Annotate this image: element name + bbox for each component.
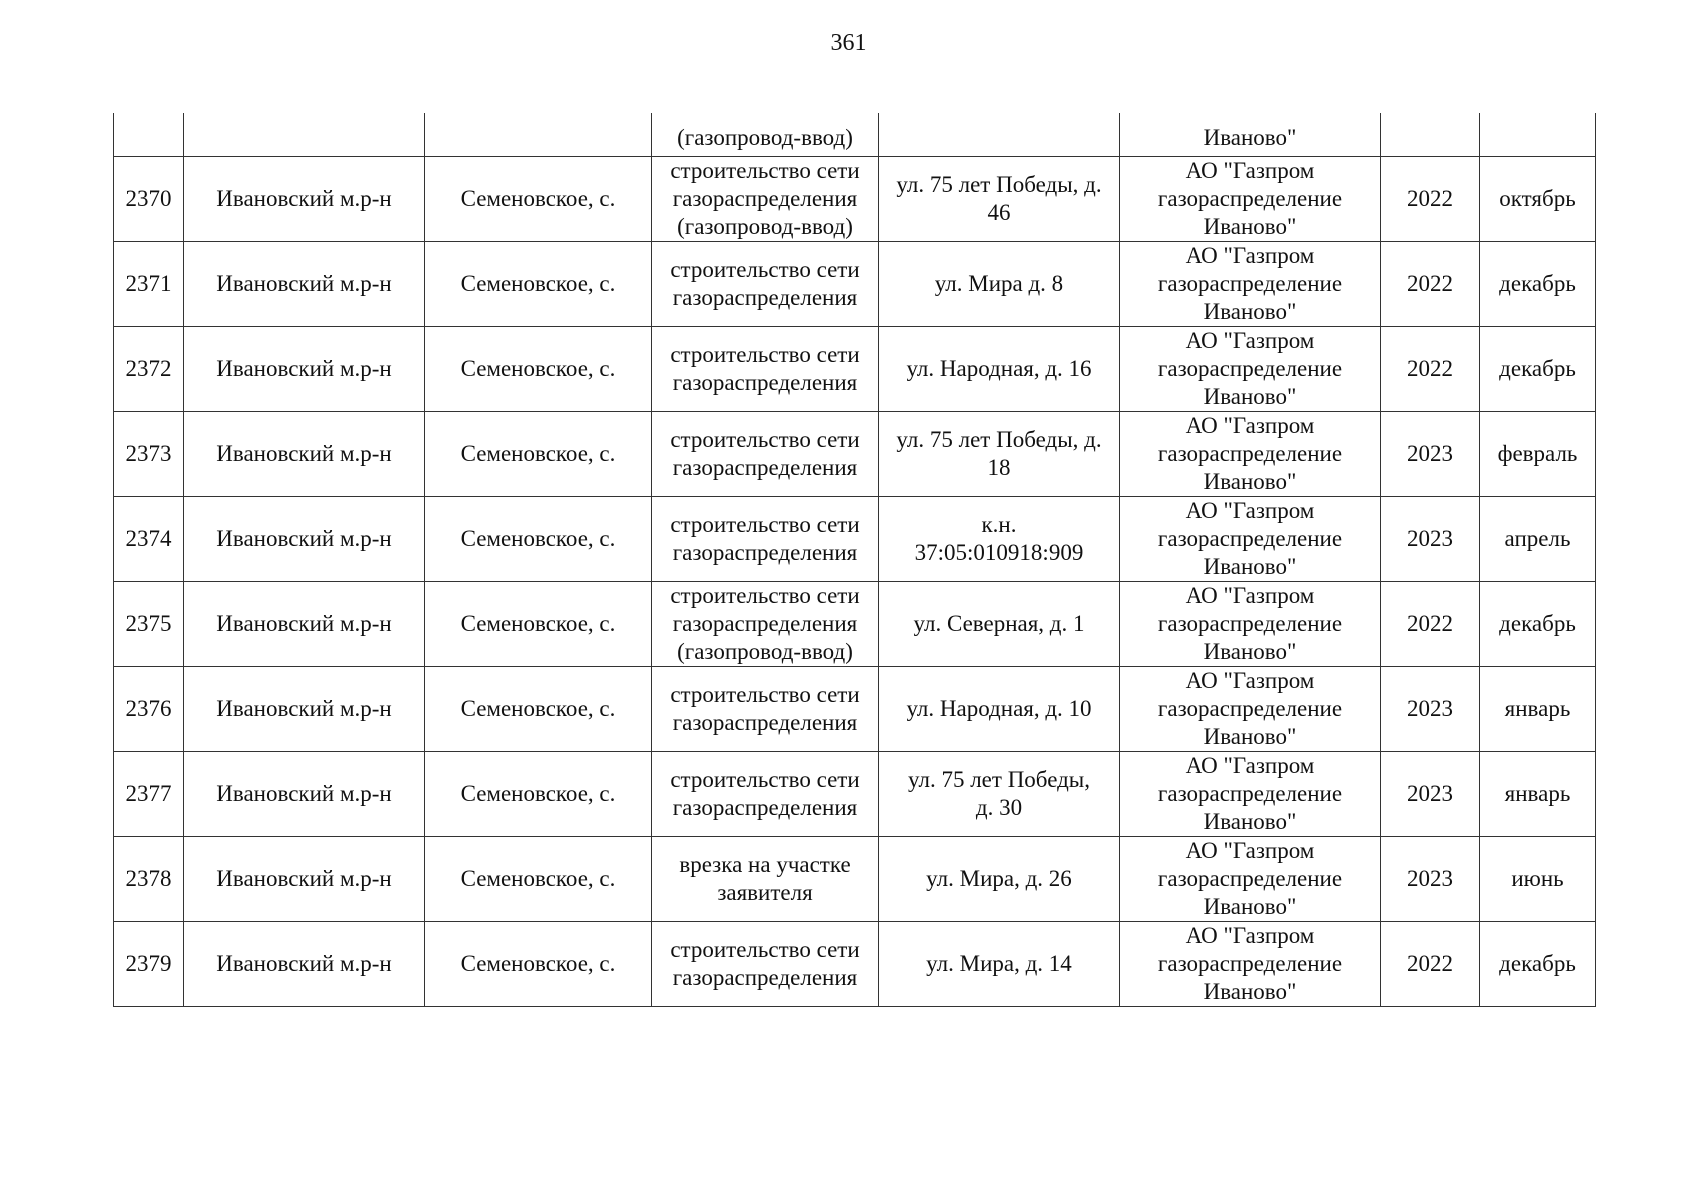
cell-month: январь	[1480, 752, 1596, 837]
cell-district: Ивановский м.р-н	[184, 497, 425, 582]
cell-number: 2376	[114, 667, 184, 752]
cell-district: Ивановский м.р-н	[184, 667, 425, 752]
cell-number: 2373	[114, 412, 184, 497]
cell-organization: АО "Газпром газораспределение Иваново"	[1120, 667, 1381, 752]
cell-address: к.н. 37:05:010918:909	[879, 497, 1120, 582]
cell-number	[114, 113, 184, 157]
cell-address: ул. Народная, д. 16	[879, 327, 1120, 412]
cell-month	[1480, 113, 1596, 157]
cell-address: ул. 75 лет Победы, д. 46	[879, 157, 1120, 242]
cell-number: 2374	[114, 497, 184, 582]
cell-year: 2022	[1381, 922, 1480, 1007]
cell-district: Ивановский м.р-н	[184, 582, 425, 667]
cell-year: 2022	[1381, 157, 1480, 242]
page-number: 361	[830, 30, 867, 56]
cell-organization: АО "Газпром газораспределение Иваново"	[1120, 157, 1381, 242]
cell-district: Ивановский м.р-н	[184, 752, 425, 837]
cell-address: ул. Мира, д. 14	[879, 922, 1120, 1007]
table-row	[114, 667, 1596, 752]
cell-settlement: Семеновское, с.	[425, 752, 652, 837]
cell-address: ул. Народная, д. 10	[879, 667, 1120, 752]
table-row	[114, 837, 1596, 922]
cell-address: ул. Северная, д. 1	[879, 582, 1120, 667]
cell-organization: АО "Газпром газораспределение Иваново"	[1120, 837, 1381, 922]
cell-year: 2023	[1381, 497, 1480, 582]
cell-year: 2022	[1381, 582, 1480, 667]
cell-month: февраль	[1480, 412, 1596, 497]
table-row	[114, 157, 1596, 242]
cell-settlement: Семеновское, с.	[425, 412, 652, 497]
cell-year: 2023	[1381, 412, 1480, 497]
cell-settlement: Семеновское, с.	[425, 242, 652, 327]
cell-settlement: Семеновское, с.	[425, 667, 652, 752]
cell-number: 2372	[114, 327, 184, 412]
cell-address: ул. Мира, д. 26	[879, 837, 1120, 922]
cell-number: 2370	[114, 157, 184, 242]
cell-organization: АО "Газпром газораспределение Иваново"	[1120, 412, 1381, 497]
cell-number: 2379	[114, 922, 184, 1007]
cell-work-type: строительство сети газораспределения	[652, 667, 879, 752]
cell-settlement: Семеновское, с.	[425, 837, 652, 922]
cell-settlement: Семеновское, с.	[425, 582, 652, 667]
cell-settlement: Семеновское, с.	[425, 922, 652, 1007]
cell-month: октябрь	[1480, 157, 1596, 242]
cell-settlement: Семеновское, с.	[425, 497, 652, 582]
cell-district	[184, 113, 425, 157]
cell-work-type: врезка на участке заявителя	[652, 837, 879, 922]
cell-district: Ивановский м.р-н	[184, 412, 425, 497]
cell-number: 2371	[114, 242, 184, 327]
cell-district: Ивановский м.р-н	[184, 922, 425, 1007]
gasification-schedule-table	[113, 113, 1596, 1007]
cell-organization: АО "Газпром газораспределение Иваново"	[1120, 752, 1381, 837]
cell-organization: АО "Газпром газораспределение Иваново"	[1120, 242, 1381, 327]
cell-work-type: (газопровод-ввод)	[652, 113, 879, 157]
cell-settlement: Семеновское, с.	[425, 157, 652, 242]
cell-work-type: строительство сети газораспределения	[652, 242, 879, 327]
cell-work-type: строительство сети газораспределения	[652, 497, 879, 582]
cell-month: декабрь	[1480, 922, 1596, 1007]
cell-organization: АО "Газпром газораспределение Иваново"	[1120, 582, 1381, 667]
cell-month: декабрь	[1480, 327, 1596, 412]
cell-work-type: строительство сети газораспределения	[652, 412, 879, 497]
cell-address: ул. Мира д. 8	[879, 242, 1120, 327]
cell-district: Ивановский м.р-н	[184, 327, 425, 412]
table-row	[114, 242, 1596, 327]
cell-number: 2378	[114, 837, 184, 922]
cell-organization: АО "Газпром газораспределение Иваново"	[1120, 922, 1381, 1007]
cell-work-type: строительство сети газораспределения (газопровод-ввод)	[652, 582, 879, 667]
cell-month: июнь	[1480, 837, 1596, 922]
cell-number: 2375	[114, 582, 184, 667]
cell-year: 2022	[1381, 327, 1480, 412]
table-row	[114, 752, 1596, 837]
cell-year: 2023	[1381, 837, 1480, 922]
table-row	[114, 922, 1596, 1007]
cell-work-type: строительство сети газораспределения	[652, 752, 879, 837]
cell-month: декабрь	[1480, 582, 1596, 667]
cell-year: 2023	[1381, 667, 1480, 752]
cell-work-type: строительство сети газораспределения	[652, 327, 879, 412]
cell-district: Ивановский м.р-н	[184, 837, 425, 922]
cell-address: ул. 75 лет Победы, д. 30	[879, 752, 1120, 837]
cell-settlement: Семеновское, с.	[425, 327, 652, 412]
table-body	[114, 113, 1596, 1007]
cell-month: январь	[1480, 667, 1596, 752]
continuation-row	[114, 113, 1596, 157]
cell-district: Ивановский м.р-н	[184, 242, 425, 327]
cell-organization: АО "Газпром газораспределение Иваново"	[1120, 497, 1381, 582]
table-row	[114, 582, 1596, 667]
cell-address: ул. 75 лет Победы, д. 18	[879, 412, 1120, 497]
cell-year: 2023	[1381, 752, 1480, 837]
cell-organization: Иваново"	[1120, 113, 1381, 157]
cell-district: Ивановский м.р-н	[184, 157, 425, 242]
cell-year	[1381, 113, 1480, 157]
cell-work-type: строительство сети газораспределения	[652, 922, 879, 1007]
cell-year: 2022	[1381, 242, 1480, 327]
cell-settlement	[425, 113, 652, 157]
table-row	[114, 327, 1596, 412]
cell-month: декабрь	[1480, 242, 1596, 327]
cell-organization: АО "Газпром газораспределение Иваново"	[1120, 327, 1381, 412]
cell-month: апрель	[1480, 497, 1596, 582]
table-row	[114, 412, 1596, 497]
cell-work-type: строительство сети газораспределения (газопровод-ввод)	[652, 157, 879, 242]
table-row	[114, 497, 1596, 582]
cell-address	[879, 113, 1120, 157]
cell-number: 2377	[114, 752, 184, 837]
